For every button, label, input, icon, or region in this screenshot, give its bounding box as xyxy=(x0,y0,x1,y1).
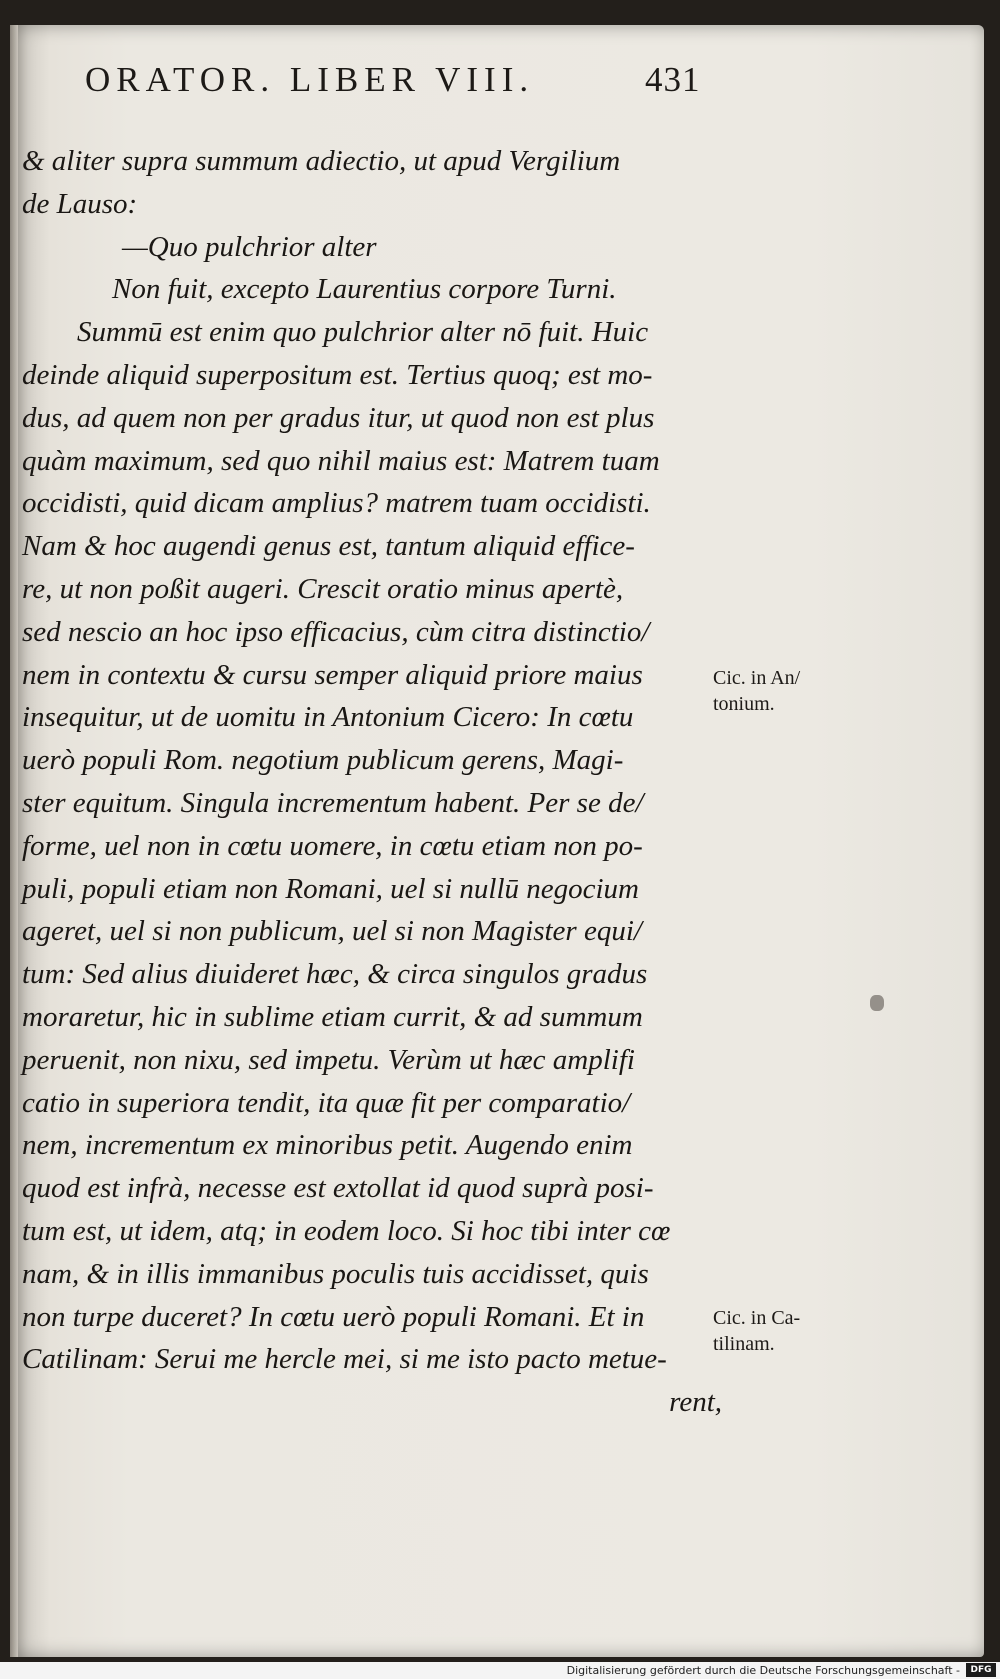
text-line: puli, populi etiam non Romani, uel si nullū negocium xyxy=(22,872,640,905)
text-line: Summū est enim quo pulchrior alter nō fuit. Huic xyxy=(77,316,649,349)
text-line: non turpe duceret? In cœtu uerò populi Romani. Et in xyxy=(22,1300,645,1333)
text-line: nem, incrementum ex minoribus petit. Augendo enim xyxy=(22,1129,633,1162)
marginal-note-antonium xyxy=(713,665,800,717)
body-text xyxy=(22,140,722,1424)
marginal-note-catilinam xyxy=(713,1305,800,1357)
text-line: tum: Sed alius diuideret hæc, & circa singulos gradus xyxy=(22,958,648,991)
text-line: sed nescio an hoc ipso efficacius, cùm citra distinctio/ xyxy=(22,615,650,648)
text-line: quàm maximum, sed quo nihil maius est: Matrem tuam xyxy=(22,444,660,477)
running-title: ORATOR. LIBER VIII. xyxy=(85,60,535,99)
text-line: catio in superiora tendit, ita quæ fit per comparatio/ xyxy=(22,1086,631,1119)
text-line: occidisti, quid dicam amplius? matrem tuam occidisti. xyxy=(22,487,651,520)
marginal-note-line: Cic. in Ca- xyxy=(713,1307,801,1329)
text-line: nem in contextu & cursu semper aliquid priore maius xyxy=(22,658,643,691)
text-line: uerò populi Rom. negotium publicum gerens, Magi- xyxy=(22,744,624,777)
text-line: quod est infrà, necesse est extollat id quod suprà posi- xyxy=(22,1172,654,1205)
digitization-footer xyxy=(0,1662,1000,1679)
text-line: nam, & in illis immanibus poculis tuis accidisset, quis xyxy=(22,1257,649,1290)
funding-credit: Digitalisierung gefördert durch die Deutsche Forschungsgemeinschaft - xyxy=(566,1664,960,1677)
text-line: insequitur, ut de uomitu in Antonium Cicero: In cœtu xyxy=(22,701,634,734)
marginal-note-line: tonium. xyxy=(713,693,775,715)
catchword: rent, xyxy=(669,1386,722,1419)
text-line: de Lauso: xyxy=(22,187,138,220)
text-line: Nam & hoc augendi genus est, tantum aliquid effice- xyxy=(22,530,635,563)
text-line: & aliter supra summum adiectio, ut apud Vergilium xyxy=(22,145,621,177)
text-line: deinde aliquid superpositum est. Tertius quoq; est mo- xyxy=(22,358,653,391)
text-line: Catilinam: Serui me hercle mei, si me isto pacto metue- xyxy=(22,1343,667,1376)
page-gutter-shadow xyxy=(10,25,18,1657)
marginal-note-line: tilinam. xyxy=(713,1333,775,1355)
text-line: re, ut non poßit augeri. Crescit oratio minus apertè, xyxy=(22,572,624,605)
text-line: tum est, ut idem, atq; in eodem loco. Si hoc tibi inter cœ xyxy=(22,1214,671,1247)
page-number: 431 xyxy=(645,60,701,99)
marginal-note-line: Cic. in An/ xyxy=(713,667,801,689)
verse-line: Non fuit, excepto Laurentius corpore Turni. xyxy=(112,273,617,306)
paper-blemish xyxy=(870,995,884,1011)
running-header xyxy=(85,60,725,110)
text-line: forme, uel non in cœtu uomere, in cœtu etiam non po- xyxy=(22,829,643,862)
verse-line: —Quo pulchrior alter xyxy=(122,230,377,263)
text-line: dus, ad quem non per gradus itur, ut quod non est plus xyxy=(22,401,655,434)
text-line: ster equitum. Singula incrementum habent. Per se de/ xyxy=(22,786,644,819)
text-line: peruenit, non nixu, sed impetu. Verùm ut hæc amplifi xyxy=(22,1043,635,1076)
text-line: ageret, uel si non publicum, uel si non Magister equi/ xyxy=(22,915,642,948)
text-line: moraretur, hic in sublime etiam currit, & ad summum xyxy=(22,1000,643,1033)
dfg-logo: DFG xyxy=(966,1663,996,1677)
